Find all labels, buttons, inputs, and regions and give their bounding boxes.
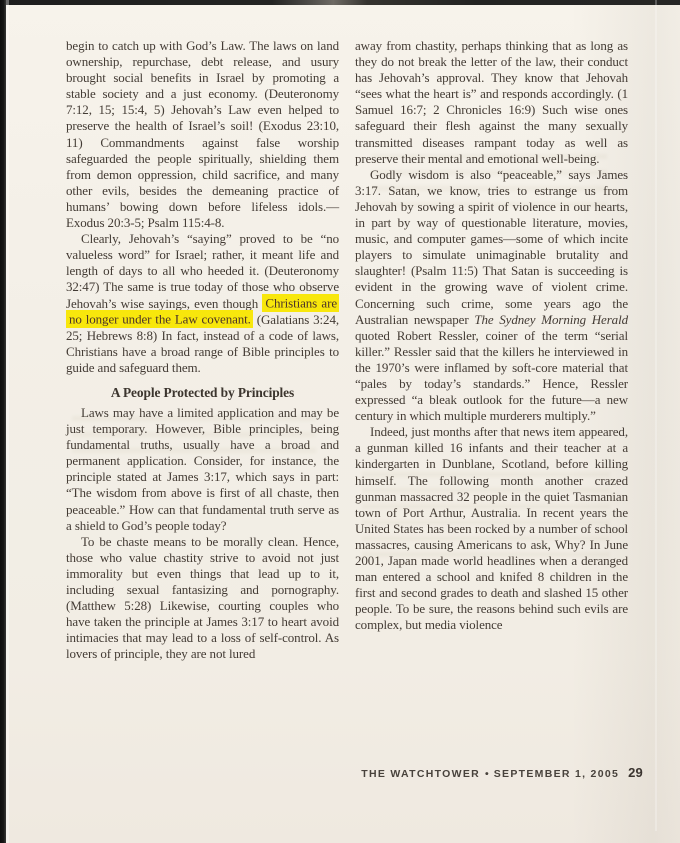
paragraph-text: begin to catch up with God’s Law. The laws on land ownership, repurchase, debt release, and usury brought social benefits in Israel by promoting a stable society and a just economy. (Deuteronomy 7:12, 15; 15:4, 5) Jehovah’s Law even helped to preserve the health of Israel’s soil! (Exodus 23:10, 11) Commandments against false worship safeguarded the people spiritually, shielding them from demon oppression, child sacrifice, and many other evils, besides the demeaning practice of humans’ bowing down before lifeless idols.—Exodus 20:3-5; Psalm 115:4-8. xyxy=(66,38,339,231)
newspaper-title-italic: The Sydney Morning Herald xyxy=(474,311,628,327)
paper-edge-highlight xyxy=(6,0,9,843)
paragraph xyxy=(66,405,339,534)
bullet-separator-icon: • xyxy=(485,768,489,780)
journal-name: THE WATCHTOWER xyxy=(361,768,481,780)
paragraph-text: Godly wisdom is also “peaceable,” says James 3:17. Satan, we know, tries to estrange us from Jehovah by sowing a spirit of violence in our hearts, in part by way of questionable literature, movies, music, and computer games—some of which incite players to simulate unimaginable brutality and slaughter! (Psalm 11:5) That Satan is succeeding is evident in the growing wave of violent crime. Concerning such crime, some years ago the Australian newspaper xyxy=(355,166,628,327)
paragraph-text: Indeed, just months after that news item appeared, a gunman killed 16 infants and their teacher at a kindergarten in Dunblane, Scotland, before killing himself. The following month another crazed gunman massacred 32 people in the quiet Tasmanian town of Port Arthur, Australia. In recent years the United States has been rocked by a number of school massacres, causing Americans to ask, Why? In June 2001, Japan made world headlines when a deranged man entered a school and knifed 8 children in the first and second grades to death and slashed 15 other people. To be sure, the reasons behind such evils are complex, but media violence xyxy=(355,424,628,633)
paragraph-text: quoted Robert Ressler, coiner of the term “serial killer.” Ressler said that the killers he interviewed in the 1970’s were inflamed by soft-core material that “pales by today’s standards.” Hence, Ressler expressed “a bleak outlook for the future—a new century in which multiple murderers multiply.” xyxy=(355,327,628,424)
highlighted-text: Christians are no longer under the Law covenant. xyxy=(66,294,339,328)
issue-date: SEPTEMBER 1, 2005 xyxy=(493,768,620,780)
paragraph-text: (Galatians 3:24, 25; Hebrews 8:8) In fact, instead of a code of laws, Christians have a broad range of Bible principles to guide and safeguard them. xyxy=(66,311,339,375)
paragraph-text: away from chastity, perhaps thinking that as long as they do not break the letter of the law, their conduct has Jehovah’s approval. They know that Jehovah “sees what the heart is” and responds accordingly. (1 Samuel 16:7; 2 Chronicles 16:9) Such wise ones safeguard their flesh against the many sexually transmitted diseases rampant today as well as preserve their mental and emotional well-being. xyxy=(355,38,628,166)
paragraph xyxy=(355,424,628,633)
page-number: 29 xyxy=(628,765,643,780)
paragraph xyxy=(355,167,628,425)
scan-edge-top xyxy=(0,0,680,5)
left-column xyxy=(66,38,339,662)
paragraph-text: Laws may have a limited application and may be just temporary. However, Bible principles, being fundamental truths, usually have a broad and permanent application. Consider, for instance, the principle stated at James 3:17, which says in part: “The wisdom from above is first of all chaste, then peaceable.” How can that fundamental truth serve as a shield to God’s people today? xyxy=(66,404,339,533)
paragraph xyxy=(66,38,339,231)
page-footer xyxy=(361,765,643,780)
section-heading: A People Protected by Principles xyxy=(110,384,295,400)
right-column xyxy=(355,38,628,633)
paragraph-text: Clearly, Jehovah’s “saying” proved to be “no valueless word” for Israel; rather, it meant life and length of days to all who heeded it. (Deuteronomy 32:47) The same is true today of those who observe Jehovah’s wise sayings, even though xyxy=(66,231,339,311)
paragraph xyxy=(66,534,339,663)
paragraph xyxy=(355,38,628,167)
paper-seam-right xyxy=(655,0,657,831)
paragraph xyxy=(66,231,339,376)
paragraph-text: To be chaste means to be morally clean. Hence, those who value chastity strive to avoid not just immorality but even things that lead up to it, including sexual fantasizing and pornography. (Matthew 5:28) Likewise, courting couples who have taken the principle at James 3:17 to heart avoid intimacies that may lead to a loss of self-control. As lovers of principle, they are not lured xyxy=(66,533,339,662)
